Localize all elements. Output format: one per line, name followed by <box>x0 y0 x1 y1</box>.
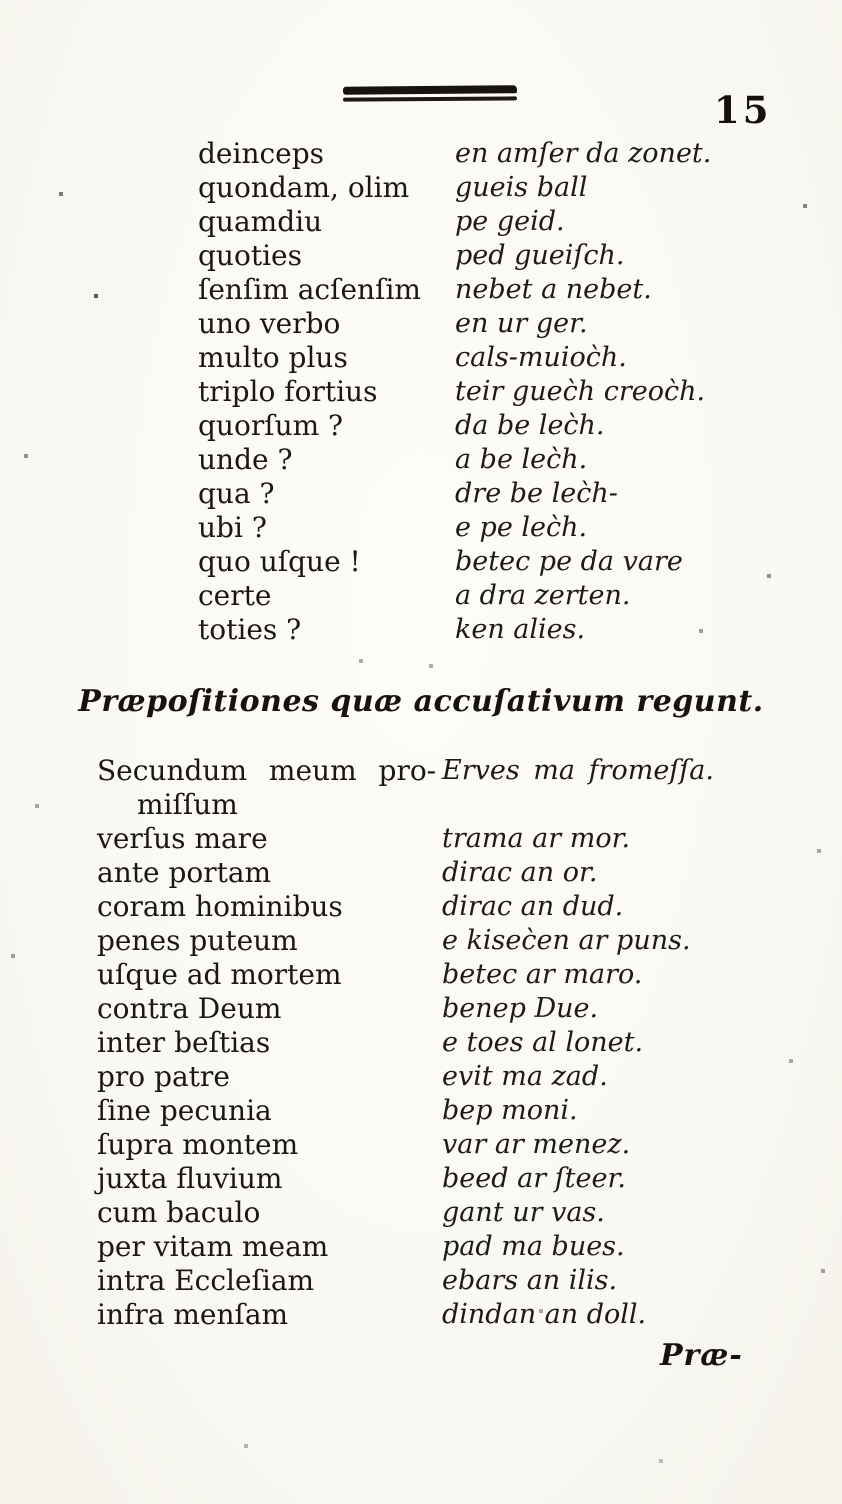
breton-translation: benep Due. <box>442 993 599 1024</box>
breton-translation: bep moni. <box>442 1095 578 1126</box>
vocab-row <box>97 958 714 992</box>
breton-translation: betec ar maro. <box>442 959 643 990</box>
latin-term: verſus mare <box>97 822 268 855</box>
breton-translation: dirac an or. <box>442 857 598 888</box>
vocab-row <box>97 1094 714 1128</box>
latin-term: toties ? <box>198 613 302 646</box>
latin-term: pro patre <box>97 1060 230 1093</box>
breton-translation: e toes al lonet. <box>442 1027 644 1058</box>
latin-term: unde ? <box>198 443 293 476</box>
breton-translation: pad ma bues. <box>442 1231 625 1262</box>
breton-translation: Erves ma fromeſſa. <box>442 755 714 786</box>
double-rule-divider <box>343 86 517 101</box>
breton-translation: a be lec̀h. <box>455 444 588 475</box>
vocab-row <box>198 273 711 307</box>
vocab-row <box>198 511 711 545</box>
latin-term: ante portam <box>97 856 272 889</box>
paper-specks <box>0 0 2 2</box>
breton-translation: en amſer da zonet. <box>455 138 712 169</box>
vocab-row <box>198 341 711 375</box>
vocab-row <box>97 1128 714 1162</box>
rule-thick-bar <box>343 85 517 95</box>
vocab-row <box>97 1298 714 1332</box>
latin-term: quamdiu <box>198 205 323 238</box>
latin-term: inter beſtias <box>97 1026 271 1059</box>
vocab-row <box>198 171 711 205</box>
vocab-row <box>97 1060 714 1094</box>
breton-translation: ped gueiſch. <box>455 240 625 271</box>
latin-term: uſque ad mortem <box>97 958 342 991</box>
vocab-row <box>97 856 714 890</box>
vocab-row <box>198 613 711 647</box>
latin-term: ſupra montem <box>97 1128 299 1161</box>
vocab-row <box>198 545 711 579</box>
vocab-section-adverbs <box>198 137 711 647</box>
vocab-row <box>198 477 711 511</box>
vocab-row <box>198 307 711 341</box>
latin-term: miſſum <box>137 788 238 821</box>
vocab-section-prepositions <box>97 754 714 1332</box>
vocab-row <box>97 1162 714 1196</box>
breton-translation: dirac an dud. <box>442 891 624 922</box>
latin-term: cum baculo <box>97 1196 261 1229</box>
latin-term: juxta fluvium <box>97 1162 283 1195</box>
latin-term: penes puteum <box>97 924 298 957</box>
section-heading: Præpoſitiones quæ accuſativum regunt. <box>78 684 764 719</box>
rule-thin-bar <box>343 96 517 101</box>
vocab-row <box>97 924 714 958</box>
breton-translation: ken alies. <box>455 614 586 645</box>
latin-term: quo uſque ! <box>198 545 361 578</box>
breton-translation: betec pe da vare <box>455 546 683 577</box>
latin-term: Secundum meum pro- <box>97 754 437 787</box>
breton-translation: evit ma zad. <box>442 1061 608 1092</box>
latin-term: quondam, olim <box>198 171 410 204</box>
breton-translation: cals-muioc̀h. <box>455 342 627 373</box>
latin-term: deinceps <box>198 137 325 170</box>
vocab-row <box>198 239 711 273</box>
latin-term: per vitam meam <box>97 1230 329 1263</box>
latin-term: quorſum ? <box>198 409 344 442</box>
latin-term: contra Deum <box>97 992 282 1025</box>
catchword: Præ- <box>660 1338 743 1373</box>
latin-term: coram hominibus <box>97 890 343 923</box>
latin-term: multo plus <box>198 341 348 374</box>
vocab-row-lead <box>97 754 714 788</box>
breton-translation: dindan an doll. <box>442 1299 647 1330</box>
breton-translation: a dra zerten. <box>455 580 631 611</box>
latin-term: triplo fortius <box>198 375 378 408</box>
vocab-row <box>198 443 711 477</box>
vocab-row <box>198 375 711 409</box>
latin-term: qua ? <box>198 477 275 510</box>
breton-translation: e kisec̀en ar puns. <box>442 925 691 956</box>
vocab-row <box>97 822 714 856</box>
breton-translation: teir guec̀h creoc̀h. <box>455 376 706 407</box>
breton-translation: e pe lec̀h. <box>455 512 588 543</box>
vocab-row <box>97 1264 714 1298</box>
breton-translation: gueis ball <box>455 172 588 203</box>
vocab-row <box>97 1196 714 1230</box>
vocab-row <box>97 1230 714 1264</box>
vocab-row <box>97 992 714 1026</box>
vocab-row <box>198 137 711 171</box>
breton-translation: ebars an ilis. <box>442 1265 618 1296</box>
breton-translation <box>442 788 714 822</box>
breton-translation: dre be lec̀h- <box>455 478 618 509</box>
latin-term: intra Eccleſiam <box>97 1264 315 1297</box>
latin-term: ſenſim acſenſim <box>198 273 421 306</box>
latin-term: quoties <box>198 239 302 272</box>
breton-translation: da be lec̀h. <box>455 410 605 441</box>
breton-translation: var ar menez. <box>442 1129 631 1160</box>
latin-term: uno verbo <box>198 307 341 340</box>
breton-translation: gant ur vas. <box>442 1197 605 1228</box>
vocab-row <box>97 890 714 924</box>
vocab-row <box>198 205 711 239</box>
latin-term: certe <box>198 579 272 612</box>
breton-translation: en ur ger. <box>455 308 588 339</box>
breton-translation: beed ar ſteer. <box>442 1163 627 1194</box>
page-number: 15 <box>714 88 772 132</box>
breton-translation: nebet a nebet. <box>455 274 652 305</box>
vocab-row-lead-continuation <box>97 788 714 822</box>
latin-term: infra menſam <box>97 1298 289 1331</box>
breton-translation: trama ar mor. <box>442 823 631 854</box>
latin-term: ubi ? <box>198 511 267 544</box>
latin-term: ſine pecunia <box>97 1094 272 1127</box>
vocab-row <box>198 409 711 443</box>
breton-translation: pe geid. <box>455 206 565 237</box>
vocab-row <box>97 1026 714 1060</box>
vocab-row <box>198 579 711 613</box>
